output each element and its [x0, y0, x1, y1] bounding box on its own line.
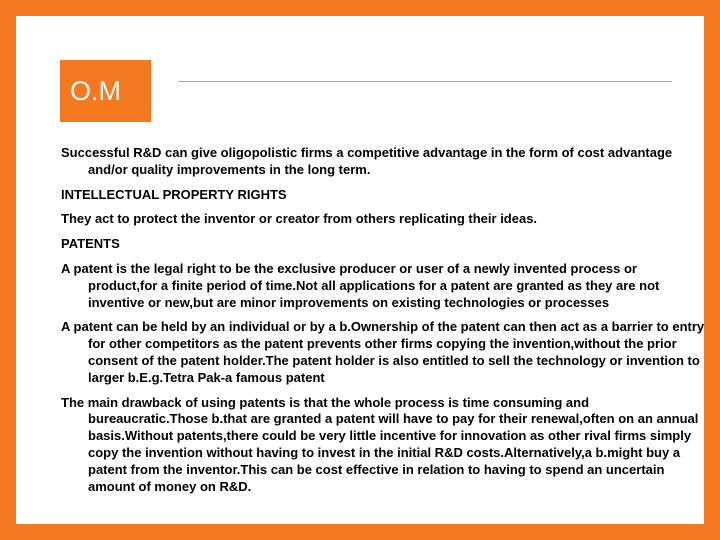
paragraph-patent-drawbacks: The main drawback of using patents is that the whole process is time consuming and bureaucratic.Those b.that are granted a patent will have to pay for their renewal,often on an annual basis.Without patents,there could be very little incentive for innovation as other rival firms simply copy the invention without having to invest in the initial R&D costs.Alternatively,a b.might buy a patent from the inventor.This can be cost effective in relation to having to spend an uncertain amount of money on R&D. [61, 394, 699, 494]
slide [16, 16, 704, 524]
paragraph-ipr-purpose: They act to protect the inventor or creator from others replicating their ideas. [61, 211, 538, 227]
paragraph-patent-definition: A patent is the legal right to be the exclusive producer or user of a newly invented process or product,for a finite period of time.Not all applications for a patent are granted as they are not inventive or new,but are minor improvements on existing technologies or processes [61, 260, 660, 310]
title-divider [178, 81, 672, 82]
slide-title-box [60, 60, 151, 122]
heading-intellectual-property-rights: INTELLECTUAL PROPERTY RIGHTS [61, 186, 287, 202]
heading-patents: PATENTS [61, 236, 120, 252]
slide-body [61, 145, 704, 503]
paragraph-patent-ownership: A patent can be held by an individual or by a b.Ownership of the patent can then act as a barrier to entry for other competitors as the patent prevents other firms copying the invention,without the prior consent of the patent holder.The patent holder is also entitled to sell the technology or invention to larger b.E.g.Tetra Pak-a famous patent [61, 319, 704, 385]
paragraph-intro: Successful R&D can give oligopolistic firms a competitive advantage in the form of cost advantage and/or quality improvements in the long term. [61, 145, 673, 177]
slide-title: O.M [70, 75, 121, 106]
